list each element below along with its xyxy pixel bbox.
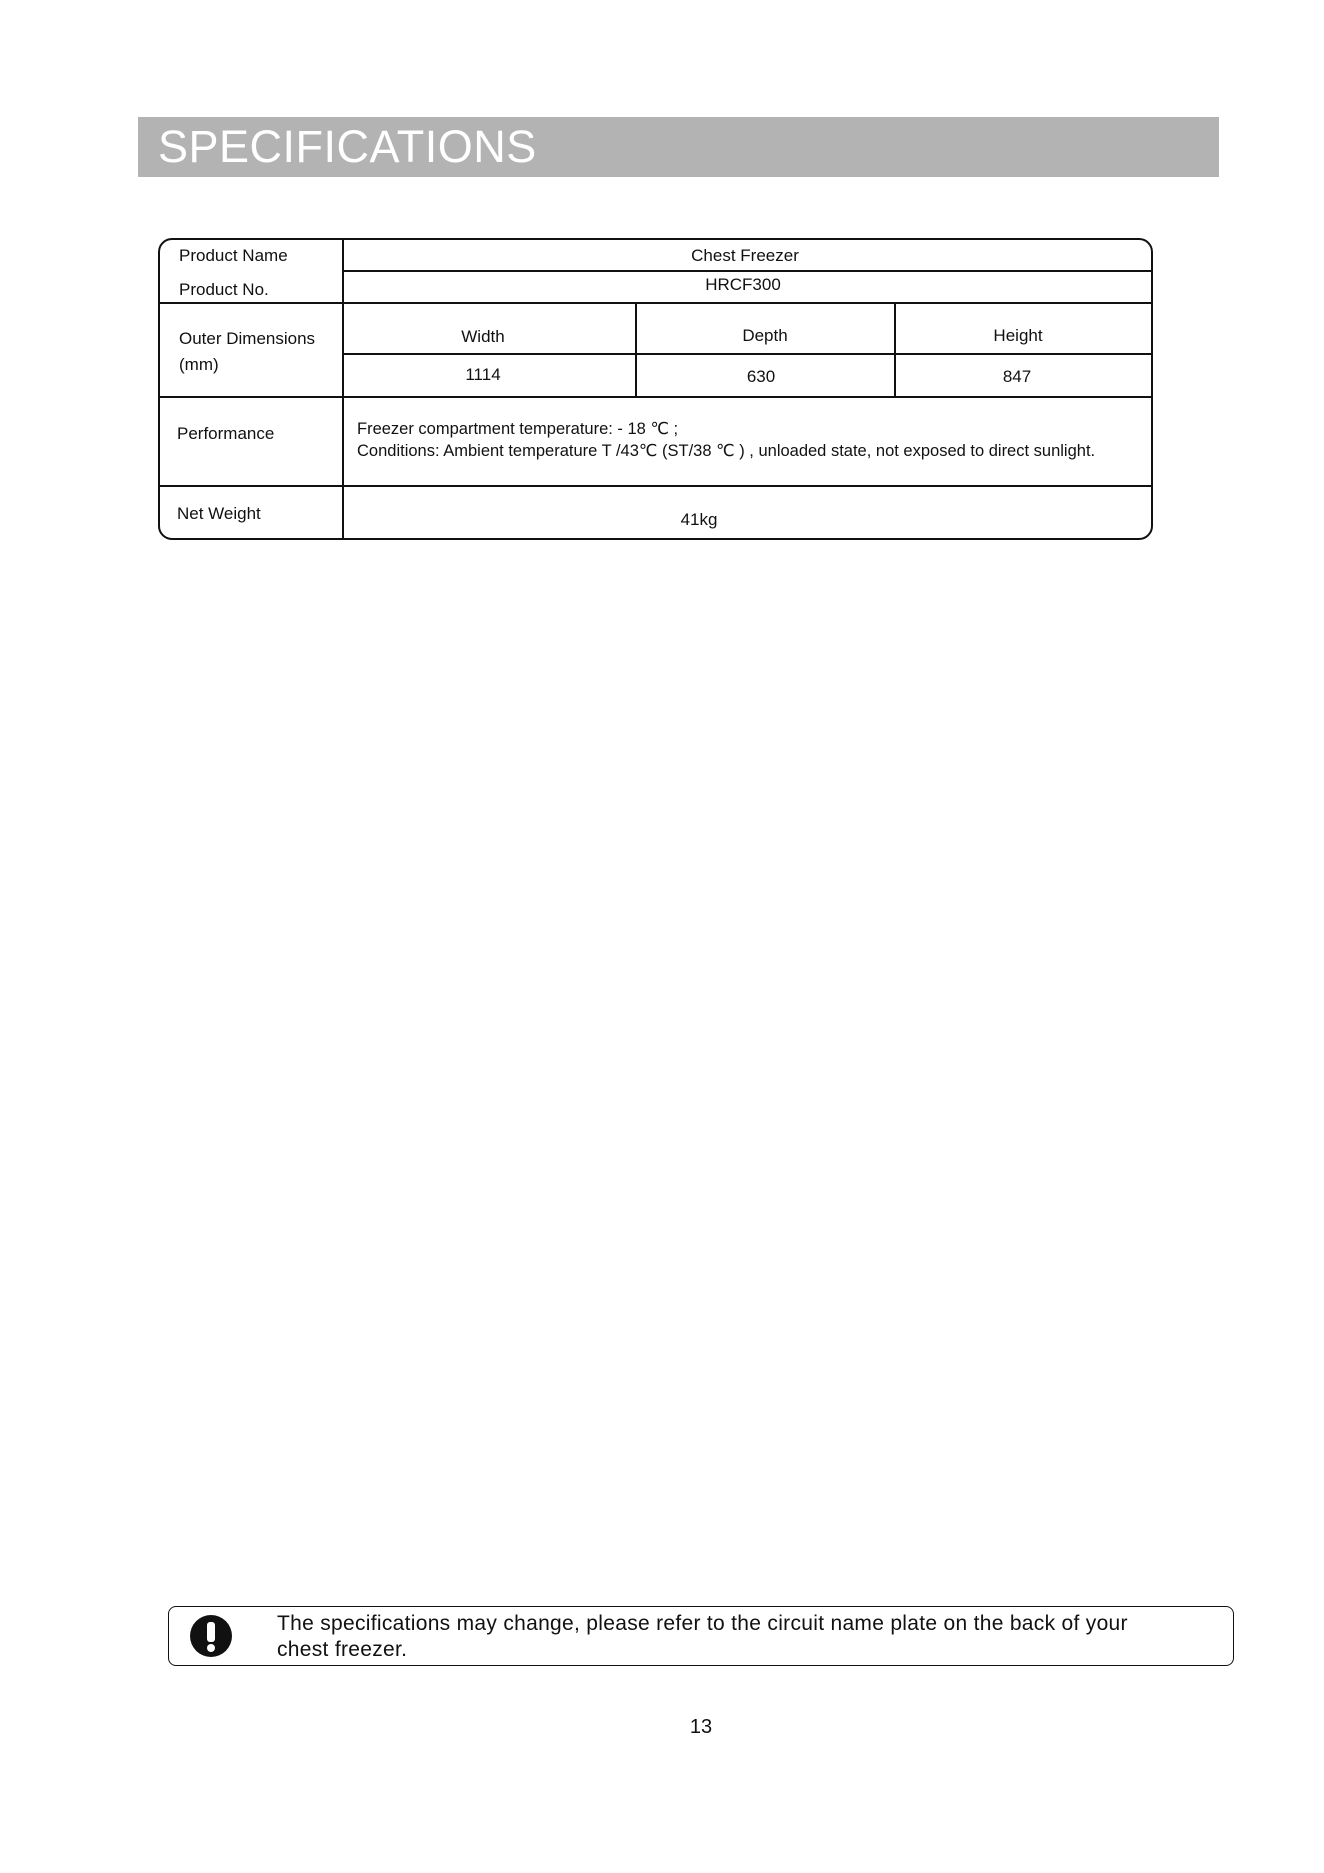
row-divider: [160, 302, 1153, 304]
performance-line-2: Conditions: Ambient temperature T /43℃ (ST/38 ℃ ) , unloaded state, not exposed to direct sunlight.: [357, 442, 1096, 460]
performance-line-1: Freezer compartment temperature: - 18 ℃ ;: [357, 420, 679, 438]
page-title: SPECIFICATIONS: [158, 121, 537, 172]
height-header: Height: [993, 326, 1043, 345]
column-divider: [635, 302, 637, 396]
exclamation-icon: [189, 1614, 233, 1658]
column-divider: [342, 240, 344, 540]
net-weight-value: 41kg: [680, 510, 718, 529]
outer-dimensions-unit: (mm): [179, 355, 219, 374]
product-name-label: Product Name: [179, 246, 288, 265]
product-no-value: HRCF300: [705, 275, 781, 294]
width-value: 1114: [465, 365, 501, 384]
spec-table: [158, 238, 1153, 540]
net-weight-label: Net Weight: [177, 504, 261, 523]
note-line-2: chest freezer.: [277, 1638, 408, 1661]
note-box: [168, 1606, 1234, 1666]
row-divider: [342, 353, 1153, 355]
section-header: [138, 117, 1219, 177]
performance-label: Performance: [177, 424, 275, 443]
product-no-label: Product No.: [179, 280, 269, 299]
row-divider: [160, 396, 1153, 398]
product-name-value: Chest Freezer: [691, 246, 799, 265]
outer-dimensions-label: Outer Dimensions: [179, 329, 316, 348]
height-value: 847: [1002, 367, 1032, 386]
note-text: [277, 1611, 1217, 1663]
depth-header: Depth: [742, 326, 788, 345]
row-divider: [160, 485, 1153, 487]
depth-value: 630: [746, 367, 776, 386]
note-line-1: The specifications may change, please refer to the circuit name plate on the back of your: [277, 1612, 1128, 1635]
row-divider: [342, 270, 1153, 272]
width-header: Width: [461, 327, 505, 346]
column-divider: [894, 302, 896, 396]
page-number: 13: [689, 1716, 713, 1738]
